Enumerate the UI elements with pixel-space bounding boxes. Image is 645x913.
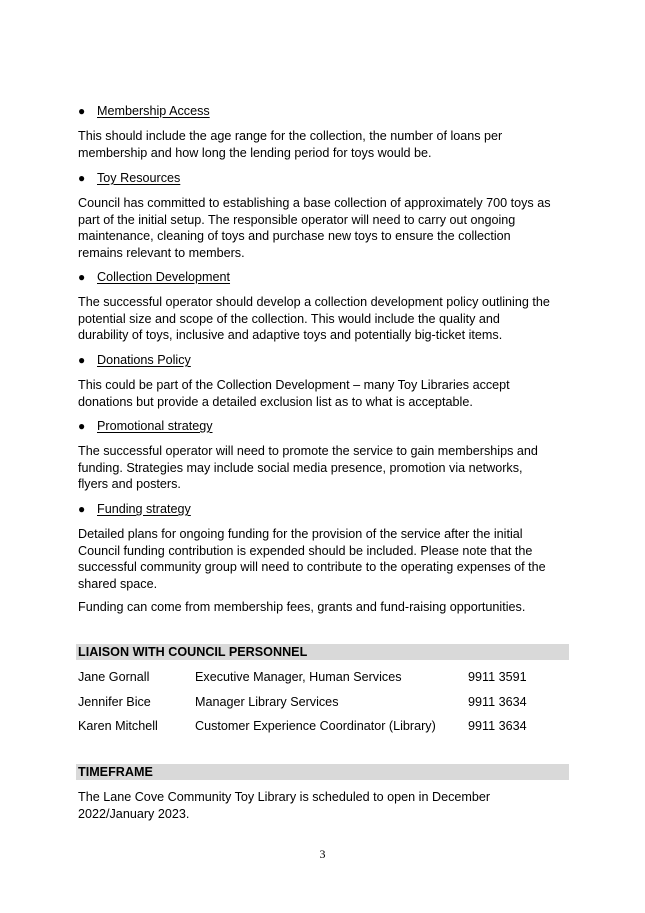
bullet-heading xyxy=(78,418,213,435)
table-row xyxy=(78,718,570,736)
contact-role: Customer Experience Coordinator (Library) xyxy=(195,719,436,733)
contact-phone: 9911 3634 xyxy=(468,695,527,709)
funding-note: Funding can come from membership fees, grants and fund-raising opportunities. xyxy=(78,600,526,614)
bullet-icon: ● xyxy=(78,171,86,185)
bullet-heading xyxy=(78,170,180,187)
section-paragraph: The successful operator will need to promote the service to gain memberships and funding. Strategies may include social media presence, promotion via networks, flyers and posters. xyxy=(78,444,538,491)
contact-role: Manager Library Services xyxy=(195,695,339,709)
page-number: 3 xyxy=(319,847,326,861)
section-heading: Membership Access xyxy=(97,104,210,118)
table-row xyxy=(78,694,570,712)
contact-phone: 9911 3591 xyxy=(468,670,527,684)
section-paragraph: The successful operator should develop a collection development policy outlining the potential size and scope of the collection. This would include the quality and durability of toys, inclusive and adaptive toys and potentially big-ticket items. xyxy=(78,295,550,342)
bullet-heading xyxy=(78,269,230,286)
section-paragraph: This should include the age range for the collection, the number of loans per membership and how long the lending period for toys would be. xyxy=(78,129,503,160)
section-heading: Promotional strategy xyxy=(97,419,213,433)
liaison-heading: LIAISON WITH COUNCIL PERSONNEL xyxy=(76,644,569,660)
section-paragraph: Council has committed to establishing a base collection of approximately 700 toys as part of the initial setup. The responsible operator will need to carry out ongoing maintenance, cleaning of toys and purchase new toys to ensure the collection remains relevant to members. xyxy=(78,196,551,260)
section-heading: Toy Resources xyxy=(97,171,181,185)
contact-phone: 9911 3634 xyxy=(468,719,527,733)
bullet-icon: ● xyxy=(78,104,86,118)
contact-name: Karen Mitchell xyxy=(78,719,158,733)
section-heading: Donations Policy xyxy=(97,353,191,367)
timeframe-paragraph: The Lane Cove Community Toy Library is scheduled to open in December 2022/January 2023. xyxy=(78,790,491,821)
section-paragraph: Detailed plans for ongoing funding for the provision of the service after the initial Council funding contribution is expended should be included. Please note that the successful community group will need to contribute to the operating expenses of the shared space. xyxy=(78,527,546,591)
bullet-icon: ● xyxy=(78,419,86,433)
contact-role: Executive Manager, Human Services xyxy=(195,670,402,684)
bullet-icon: ● xyxy=(78,502,86,516)
section-heading: Collection Development xyxy=(97,270,231,284)
bullet-icon: ● xyxy=(78,353,86,367)
section-heading: Funding strategy xyxy=(97,502,191,516)
bullet-heading xyxy=(78,352,191,369)
section-paragraph: This could be part of the Collection Development – many Toy Libraries accept donations but provide a detailed exclusion list as to what is acceptable. xyxy=(78,378,510,409)
bullet-heading xyxy=(78,103,210,120)
table-row xyxy=(78,669,570,687)
bullet-icon: ● xyxy=(78,270,86,284)
contact-name: Jennifer Bice xyxy=(78,695,151,709)
bullet-heading xyxy=(78,501,191,518)
contact-name: Jane Gornall xyxy=(78,670,150,684)
timeframe-heading: TIMEFRAME xyxy=(76,764,569,780)
